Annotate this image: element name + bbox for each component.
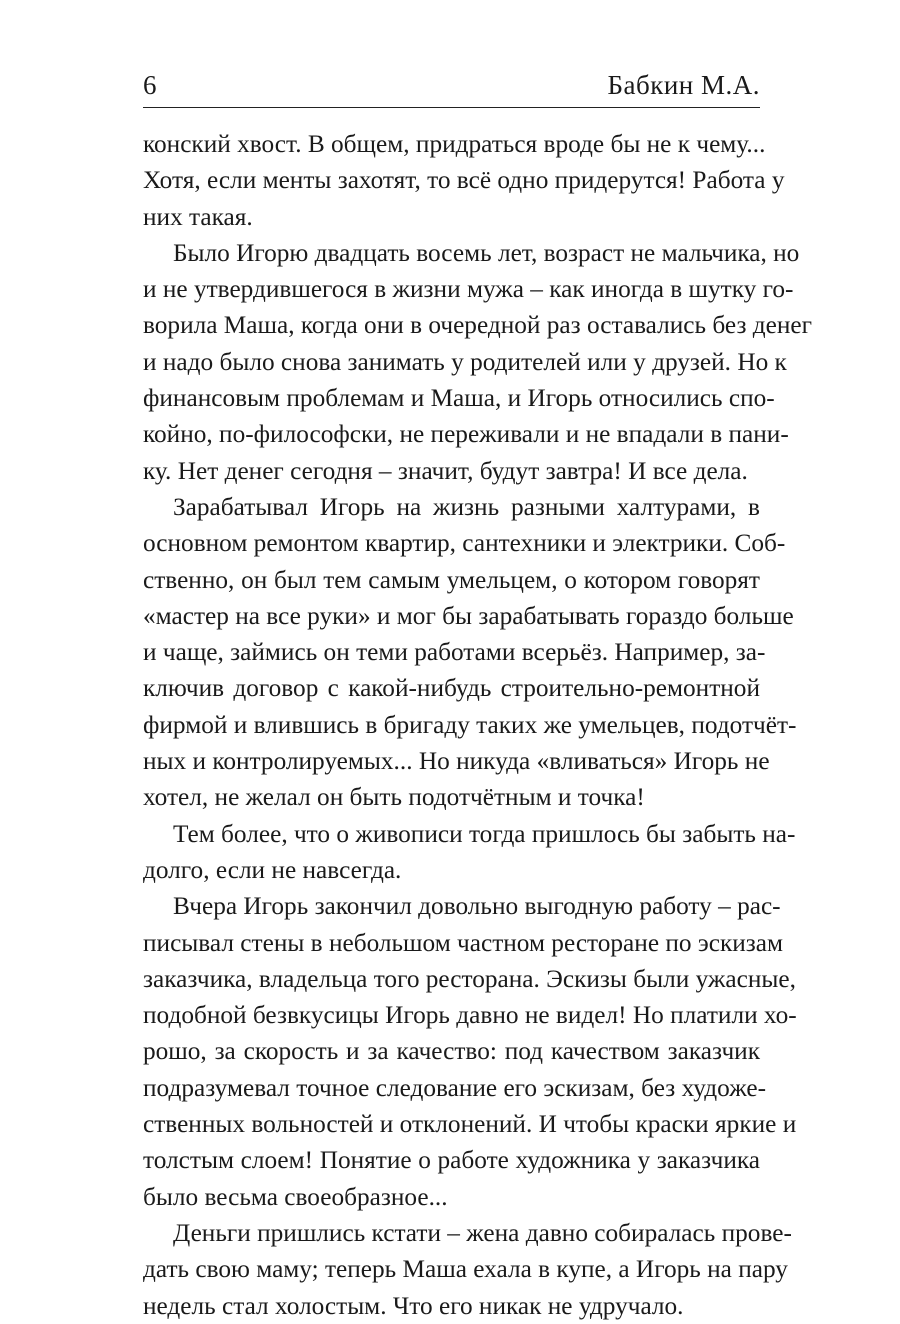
text-line: недель стал холостым. Что его никак не удручало. bbox=[143, 1291, 684, 1320]
text-line: конский хвост. В общем, придраться вроде бы не к чему... bbox=[143, 130, 766, 158]
text-line: них такая. bbox=[143, 202, 253, 231]
page-header bbox=[143, 62, 760, 108]
text-line: ку. Нет денег сегодня – значит, будут завтра! И все дела. bbox=[143, 456, 748, 485]
text-line: Вчера Игорь закончил довольно выгодную работу – рас- bbox=[173, 892, 781, 921]
text-line: толстым слоем! Понятие о работе художника у заказчика bbox=[143, 1146, 760, 1175]
text-line: заказчика, владельца того ресторана. Эскизы были ужасные, bbox=[143, 964, 796, 993]
text-line: Тем более, что о живописи тогда пришлось бы забыть на- bbox=[173, 819, 796, 848]
text-line: и не утвердившегося в жизни мужа – как иногда в шутку го- bbox=[143, 275, 794, 304]
text-line: ственных вольностей и отклонений. И чтобы краски яркие и bbox=[143, 1110, 797, 1139]
text-line: финансовым проблемам и Маша, и Игорь относились спо- bbox=[143, 384, 775, 413]
text-line: Деньги пришлись кстати – жена давно собиралась прове- bbox=[173, 1218, 792, 1247]
text-line: писывал стены в небольшом частном ресторане по эскизам bbox=[143, 928, 784, 957]
body-text bbox=[143, 126, 813, 1324]
text-line: ственно, он был тем самым умельцем, о котором говорят bbox=[143, 565, 760, 594]
text-line: подобной безвкусицы Игорь давно не видел! Но платили хо- bbox=[143, 1001, 797, 1030]
text-line: ключив договор с какой-нибудь строительно-ремонтной bbox=[143, 674, 760, 703]
text-line: ворила Маша, когда они в очередной раз оставались без денег bbox=[143, 311, 813, 340]
page-number: 6 bbox=[143, 70, 157, 100]
text-line: «мастер на все руки» и мог бы зарабатывать гораздо больше bbox=[143, 601, 794, 630]
text-line: койно, по-философски, не переживали и не впадали в пани- bbox=[143, 420, 789, 449]
text-line: фирмой и влившись в бригаду таких же умельцев, подотчёт- bbox=[143, 710, 797, 739]
text-line: рошо, за скорость и за качество: под качеством заказчик bbox=[143, 1037, 760, 1066]
header-rule bbox=[143, 107, 760, 108]
text-line: было весьма своеобразное... bbox=[143, 1182, 448, 1211]
text-line: и чаще, займись он теми работами всерьёз. Например, за- bbox=[143, 638, 766, 667]
text-line: Было Игорю двадцать восемь лет, возраст не мальчика, но bbox=[173, 238, 800, 267]
text-line: и надо было снова занимать у родителей или у друзей. Но к bbox=[143, 347, 787, 376]
text-line: подразумевал точное следование его эскизам, без художе- bbox=[143, 1073, 766, 1102]
text-line: ных и контролируемых... Но никуда «вливаться» Игорь не bbox=[143, 747, 770, 776]
text-line: дать свою маму; теперь Маша ехала в купе, а Игорь на пару bbox=[143, 1255, 788, 1284]
text-line: долго, если не навсегда. bbox=[143, 855, 402, 884]
running-head-author: Бабкин М.А. bbox=[607, 70, 760, 100]
text-line: основном ремонтом квартир, сантехники и электрики. Соб- bbox=[143, 529, 786, 558]
text-line: Зарабатывал Игорь на жизнь разными халтурами, в bbox=[173, 492, 760, 521]
text-line: Хотя, если менты захотят, то всё одно придерутся! Работа у bbox=[143, 166, 785, 195]
text-line: хотел, не желал он быть подотчётным и точка! bbox=[143, 783, 645, 812]
